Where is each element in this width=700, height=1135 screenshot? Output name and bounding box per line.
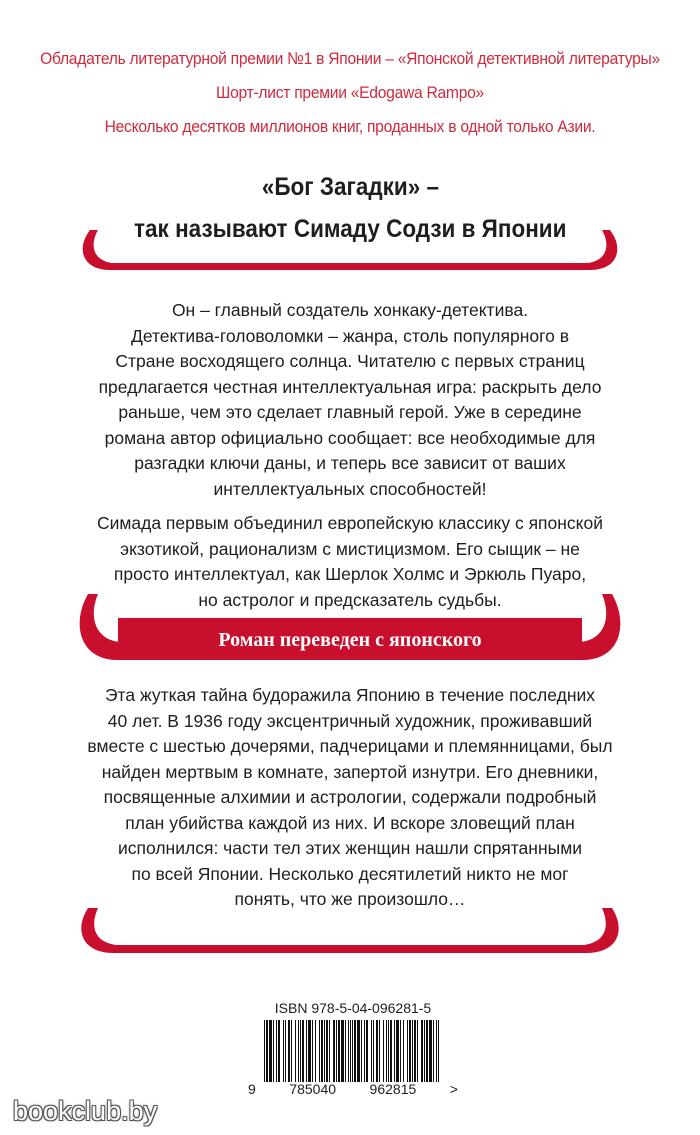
- barcode-bar: [417, 1020, 418, 1082]
- barcode-bar: [412, 1020, 413, 1082]
- barcode-bar: [394, 1020, 395, 1082]
- barcode-bar: [438, 1020, 439, 1082]
- barcode-digits-left: 785040: [289, 1081, 337, 1097]
- barcode-bar: [383, 1020, 384, 1082]
- intro-line: предлагается честная интеллектуальная игра: раскрыть дело: [98, 376, 602, 397]
- award-lines: [0, 42, 700, 144]
- barcode-bar: [302, 1020, 304, 1082]
- barcode-bar: [409, 1020, 411, 1082]
- barcode-bar: [429, 1020, 432, 1082]
- barcode-bar: [333, 1020, 335, 1082]
- barcode-bar: [361, 1020, 362, 1082]
- barcode-image: [262, 1020, 442, 1082]
- barcode-bar: [300, 1020, 301, 1082]
- barcode-bar: [288, 1020, 290, 1082]
- barcode-bar: [269, 1020, 272, 1082]
- barcode-bar: [341, 1020, 344, 1082]
- barcode-bar: [379, 1020, 380, 1082]
- plot-line: Эта жуткая тайна будоражила Японию в течение последних: [104, 685, 596, 705]
- barcode-bar: [350, 1020, 351, 1082]
- barcode-bar: [424, 1020, 425, 1082]
- plot-line: план убийства каждой из них. И вскоре зловещий план: [125, 812, 575, 833]
- barcode-bar: [278, 1020, 280, 1082]
- barcode-bar: [352, 1020, 353, 1082]
- translated-banner: [0, 588, 700, 668]
- intro-line: Он – главный создатель хонкаку-детектива.: [171, 300, 529, 320]
- barcode-bar: [283, 1020, 284, 1082]
- barcode-bar: [338, 1020, 340, 1082]
- headline-line-1-text: «Бог Загадки» –: [261, 173, 439, 201]
- intro-line: романа автор официально сообщает: все необходимые для: [104, 427, 596, 448]
- plot-paragraph: [60, 683, 640, 913]
- barcode-bar: [285, 1020, 286, 1082]
- barcode-bar: [433, 1020, 434, 1082]
- barcode-bar: [364, 1020, 365, 1082]
- barcode-bar: [400, 1020, 401, 1082]
- barcode-bar: [298, 1020, 299, 1082]
- barcode-digits: [248, 1081, 458, 1097]
- barcode-bar: [329, 1020, 330, 1082]
- award-line-3: Несколько десятков миллионов книг, проданных в одной только Азии.: [104, 117, 596, 136]
- barcode-bar: [276, 1020, 277, 1082]
- barcode-bar: [324, 1020, 325, 1082]
- intro-line: Детектива-головоломки – жанра, столь популярного в: [130, 325, 569, 346]
- plot-line: по всей Японии. Несколько десятилетий никто не мог: [131, 863, 569, 884]
- barcode-bar: [348, 1020, 349, 1082]
- plot-bracket: [0, 900, 700, 956]
- barcode-bar: [326, 1020, 328, 1082]
- plot-line: найден мертвым в комнате, запертой изнутри. Его дневники,: [101, 761, 599, 782]
- barcode-digits-right: 962815: [369, 1081, 417, 1097]
- barcode-bar: [386, 1020, 387, 1082]
- award-line-1: Обладатель литературной премии №1 в Японии – «Японской детективной литературы»: [40, 49, 660, 68]
- barcode-bar: [373, 1020, 374, 1082]
- translated-label: Роман переведен с японского: [218, 629, 482, 651]
- watermark-text: bookclub.by: [13, 1096, 158, 1126]
- style-line: Симада первым объединил европейскую классику с японской: [96, 513, 604, 533]
- barcode-bar: [403, 1020, 404, 1082]
- barcode-bar: [390, 1020, 392, 1082]
- plot-line: понять, что же произошло…: [234, 889, 466, 909]
- intro-line: раньше, чем это сделает главный герой. Уже в середине: [118, 402, 582, 422]
- barcode-bar: [376, 1020, 378, 1082]
- barcode-bar: [436, 1020, 437, 1082]
- barcode-bar: [308, 1020, 311, 1082]
- barcode-bar: [414, 1020, 416, 1082]
- barcode-digit-lead: 9: [248, 1081, 256, 1097]
- intro-line: разгадки ключи даны, и теперь все зависит от ваших: [134, 453, 566, 473]
- plot-line: исполнился: части тел этих женщин нашли спрятанными: [118, 838, 582, 858]
- barcode-bar: [264, 1020, 265, 1082]
- barcode-bar: [345, 1020, 346, 1082]
- barcode-bar: [291, 1020, 292, 1082]
- barcode-block: [248, 1000, 458, 1098]
- barcode-bar: [312, 1020, 313, 1082]
- intro-paragraph: [60, 298, 640, 502]
- barcode-bar: [319, 1020, 320, 1082]
- headline-line-2-text: так называют Симаду Содзи в Японии: [133, 215, 567, 243]
- barcode-bar: [426, 1020, 428, 1082]
- isbn-label: ISBN 978-5-04-096281-5: [274, 1000, 432, 1016]
- barcode-bar: [306, 1020, 307, 1082]
- plot-line: посвященные алхимии и астрологии, содержали подробный: [103, 787, 597, 807]
- style-line: экзотикой, рационализм с мистицизмом. Его сыщик – не: [120, 538, 580, 559]
- plot-line: 40 лет. В 1936 году эксцентричный художник, проживавший: [107, 710, 593, 731]
- barcode-bar: [273, 1020, 274, 1082]
- plot-line: вместе с шестью дочерями, падчерицами и племянницами, был: [87, 736, 613, 756]
- barcode-bar: [388, 1020, 389, 1082]
- barcode-quiet-mark: >: [449, 1081, 458, 1097]
- headline-bracket: [0, 222, 700, 272]
- barcode-bar: [407, 1020, 408, 1082]
- barcode-bar: [315, 1020, 316, 1082]
- barcode-bar: [295, 1020, 296, 1082]
- barcode-bar: [366, 1020, 368, 1082]
- intro-line: интеллектуальных способностей!: [213, 478, 487, 499]
- barcode-bar: [396, 1020, 399, 1082]
- barcode-bar: [336, 1020, 337, 1082]
- style-line: просто интеллектуал, как Шерлок Холмс и Эркюль Пуаро,: [113, 564, 587, 584]
- barcode-bar: [357, 1020, 360, 1082]
- headline-line-1: [0, 173, 700, 202]
- barcode-bar: [266, 1020, 268, 1082]
- barcode-bar: [371, 1020, 372, 1082]
- barcode-bar: [354, 1020, 356, 1082]
- style-line: но астролог и предсказатель судьбы.: [198, 589, 502, 610]
- barcode-bar: [321, 1020, 323, 1082]
- intro-line: Стране восходящего солнца. Читателю с первых страниц: [115, 351, 585, 371]
- award-line-2: Шорт-лист премии «Edogawa Rampo»: [216, 83, 484, 102]
- barcode-bar: [421, 1020, 423, 1082]
